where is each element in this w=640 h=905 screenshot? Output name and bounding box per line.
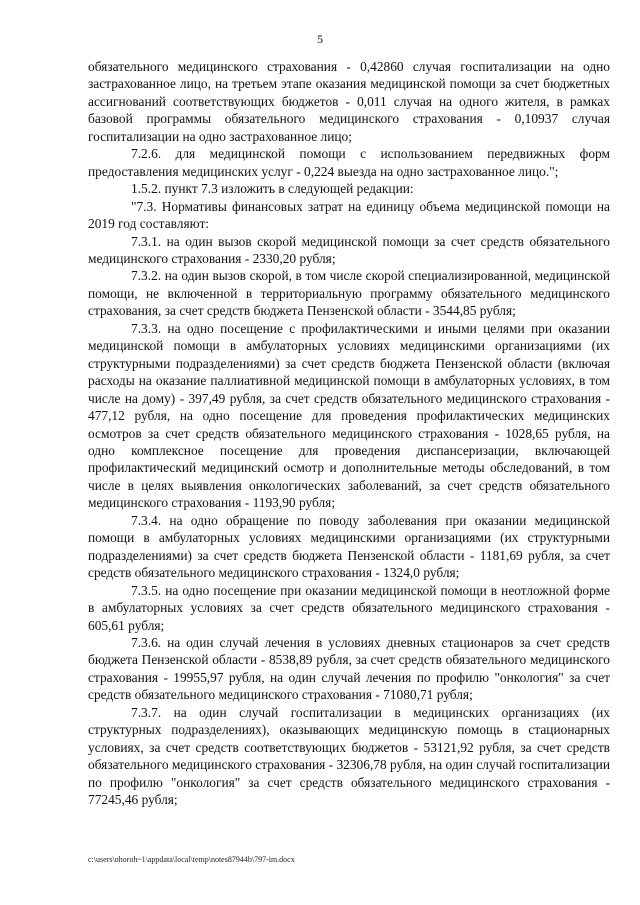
- paragraph-5: 7.3.1. на один вызов скорой медицинской помощи за счет средств обязательного медицинского страхования - 2330,20 рубля;: [88, 233, 610, 266]
- paragraph-4: "7.3. Нормативы финансовых затрат на единицу объема медицинской помощи на 2019 год составляют:: [88, 198, 610, 232]
- document-body: [88, 58, 610, 808]
- paragraph-9: 7.3.5. на одно посещение при оказании медицинской помощи в неотложной форме в амбулаторных условиях за счет средств обязательного медицинского страхования - 605,61 рубля;: [88, 582, 610, 633]
- paragraph-8: 7.3.4. на одно обращение по поводу заболевания при оказании медицинской помощи в амбулаторных условиях медицинскими организациями (их структурными подразделениями) за счет средств бюджета Пензенской области - 1181,69 рубля, за счет средств обязательного медицинского страхования - 1324,0 рубля;: [88, 512, 610, 581]
- paragraph-6: 7.3.2. на один вызов скорой, в том числе скорой специализированной, медицинской помощи, не включенной в территориальную программу обязательного медицинского страхования, за счет средств бюджета Пензенской области - 3544,85 рубля;: [88, 268, 610, 319]
- paragraph-11: 7.3.7. на один случай госпитализации в медицинских организациях (их структурных подразделениях), оказывающих медицинскую помощь в стационарных условиях, за счет средств соответствующих бюджетов - 53121,92 рубля, за счет средств обязательного медицинского страхования - 32306,78 рубля, на один случай госпитализации по профилю "онкология" за счет средств обязательного медицинского страхования - 77245,46 рубля;: [88, 704, 610, 808]
- paragraph-2: 7.2.6. для медицинской помощи с использованием передвижных форм предоставления медицинских услуг - 0,224 выезда на одно застрахованное лицо.";: [88, 146, 610, 179]
- page-number: 5: [317, 32, 323, 46]
- paragraph-1: обязательного медицинского страхования - 0,42860 случая госпитализации на одно застрахованное лицо, на третьем этапе оказания медицинской помощи за счет бюджетных ассигнований соответствующих бюджетов - 0,011 случая на одного жителя, в рамках базовой программы обязательного медицинского страхования - 0,10937 случая госпитализации на одно застрахованное лицо;: [88, 59, 610, 144]
- paragraph-10: 7.3.6. на один случай лечения в условиях дневных стационаров за счет средств бюджета Пензенской области - 8538,89 рубля, за счет средств обязательного медицинского страхования - 19955,97 рубля, на один случай лечения по профилю "онкология" за счет средств обязательного медицинского страхования - 71080,71 рубля;: [88, 634, 610, 703]
- paragraph-7: 7.3.3. на одно посещение с профилактическими и иными целями при оказании медицинской помощи в амбулаторных условиях медицинскими организациями (их структурными подразделениями) за счет средств бюджета Пензенской области (включая расходы на оказание паллиативной медицинской помощи в амбулаторных условиях, в том числе на дому) - 397,49 рубля, за счет средств обязательного медицинского страхования - 477,12 рубля, на одно посещение для проведения профилактических медицинских осмотров за счет средств обязательного медицинского страхования - 1028,65 рубля, на одно комплексное посещение для проведения диспансеризации, включающей профилактический медицинский осмотр и дополнительные методы обследований, в том числе в целях выявления онкологических заболеваний, за счет средств обязательного медицинского страхования - 1193,90 рубля;: [88, 320, 610, 511]
- paragraph-3: 1.5.2. пункт 7.3 изложить в следующей редакции:: [131, 181, 414, 197]
- file-path-footer: c:\users\ohoroh~1\appdata\local\temp\notes87944b\797-im.docx: [88, 855, 295, 864]
